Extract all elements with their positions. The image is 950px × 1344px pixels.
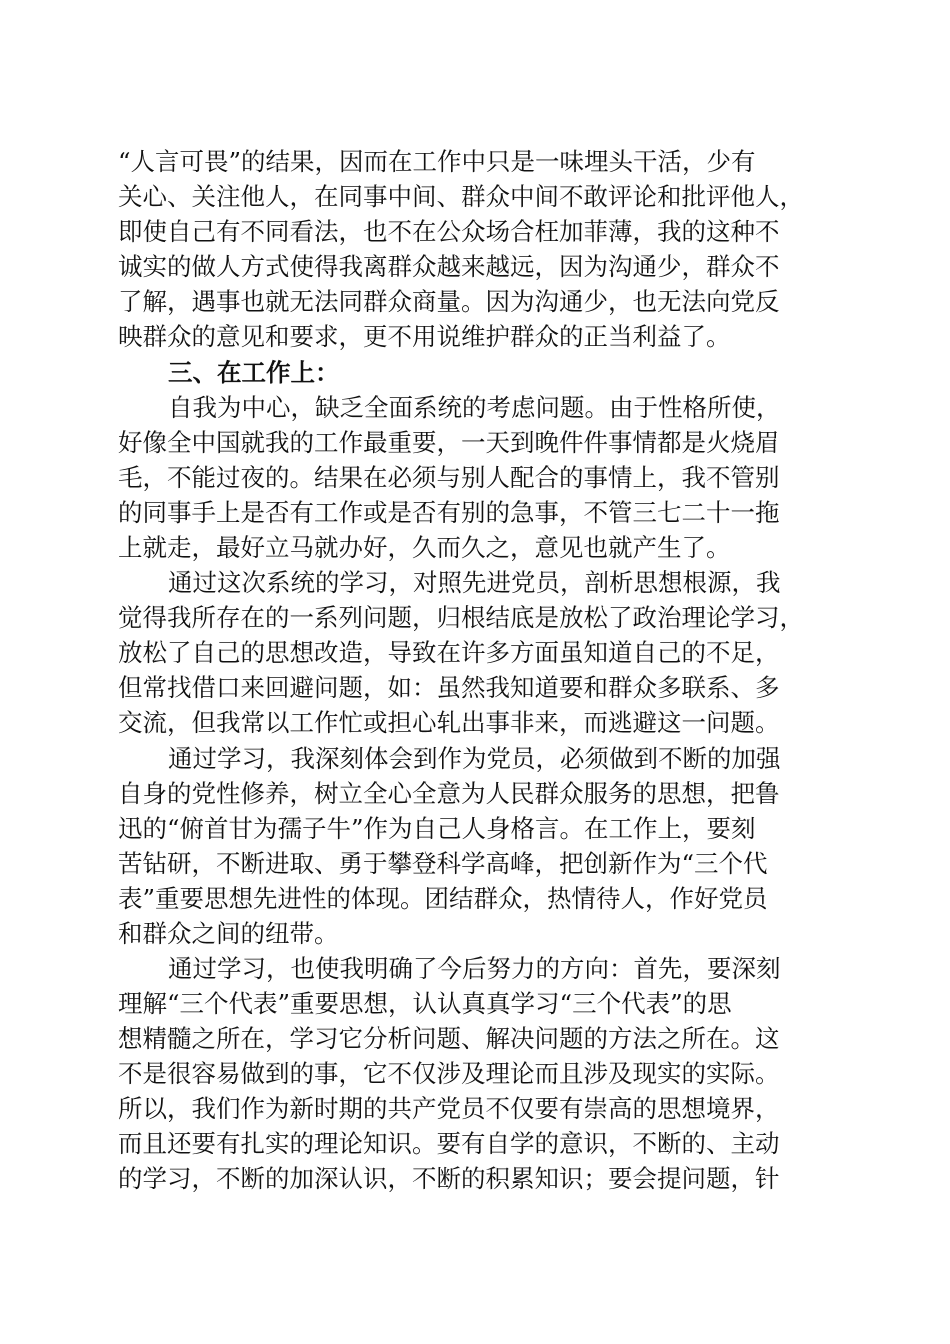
text-line: 上就走，最好立马就办好，久而久之，意见也就产生了。 [118, 533, 731, 562]
text-line: 想精髓之所在，学习它分析问题、解决问题的方法之所在。这 [118, 1024, 780, 1053]
text-line: 交流，但我常以工作忙或担心轧出事非来，而逃避这一问题。 [118, 708, 780, 737]
text-line: 通过学习，也使我明确了今后努力的方向：首先，要深刻 [168, 954, 781, 983]
text-line: 苦钻研，不断进取、勇于攀登科学高峰，把创新作为“三个代 [118, 849, 768, 878]
text-line: 表”重要思想先进性的体现。团结群众，热情待人，作好党员 [118, 884, 768, 913]
text-line: 不是很容易做到的事，它不仅涉及理论而且涉及现实的实际。 [118, 1059, 780, 1088]
text-line: 觉得我所存在的一系列问题，归根结底是放松了政治理论学习， [118, 603, 804, 632]
text-line: 诚实的做人方式使得我离群众越来越远，因为沟通少，群众不 [118, 252, 780, 281]
text-line: 但常找借口来回避问题，如：虽然我知道要和群众多联系、多 [118, 673, 780, 702]
text-line: 通过学习，我深刻体会到作为党员，必须做到不断的加强 [168, 744, 781, 773]
text-line: 的学习，不断的加深认识，不断的积累知识；要会提问题，针 [118, 1164, 780, 1193]
text-line: 映群众的意见和要求，更不用说维护群众的正当利益了。 [118, 322, 731, 351]
text-line: 即使自己有不同看法，也不在公众场合枉加菲薄，我的这种不 [118, 217, 780, 246]
text-line: 的同事手上是否有工作或是否有别的急事，不管三七二十一拖 [118, 498, 780, 527]
text-line: 通过这次系统的学习，对照先进党员，剖析思想根源，我 [168, 568, 781, 597]
text-line: 放松了自己的思想改造，导致在许多方面虽知道自己的不足， [118, 638, 780, 667]
text-line: 所以，我们作为新时期的共产党员不仅要有崇高的思想境界， [118, 1094, 780, 1123]
text-line: 了解，遇事也就无法同群众商量。因为沟通少，也无法向党反 [118, 287, 780, 316]
text-line: 理解“三个代表”重要思想，认认真真学习“三个代表”的思 [118, 989, 732, 1018]
text-line: 自身的党性修养，树立全心全意为人民群众服务的思想，把鲁 [118, 779, 780, 808]
text-line: 和群众之间的纽带。 [118, 919, 339, 948]
text-line: 好像全中国就我的工作最重要，一天到晚件件事情都是火烧眉 [118, 428, 780, 457]
text-line: 毛，不能过夜的。结果在必须与别人配合的事情上，我不管别 [118, 463, 780, 492]
text-line: 迅的“俯首甘为孺子牛”作为自己人身格言。在工作上，要刻 [118, 814, 756, 843]
text-line: 而且还要有扎实的理论知识。要有自学的意识，不断的、主动 [118, 1129, 780, 1158]
text-line: 自我为中心，缺乏全面系统的考虑问题。由于性格所使， [168, 393, 781, 422]
text-line: 关心、关注他人，在同事中间、群众中间不敢评论和批评他人， [118, 182, 804, 211]
section-heading: 三、在工作上： [168, 358, 340, 387]
text-line: “人言可畏”的结果，因而在工作中只是一味埋头干活，少有 [118, 147, 756, 176]
